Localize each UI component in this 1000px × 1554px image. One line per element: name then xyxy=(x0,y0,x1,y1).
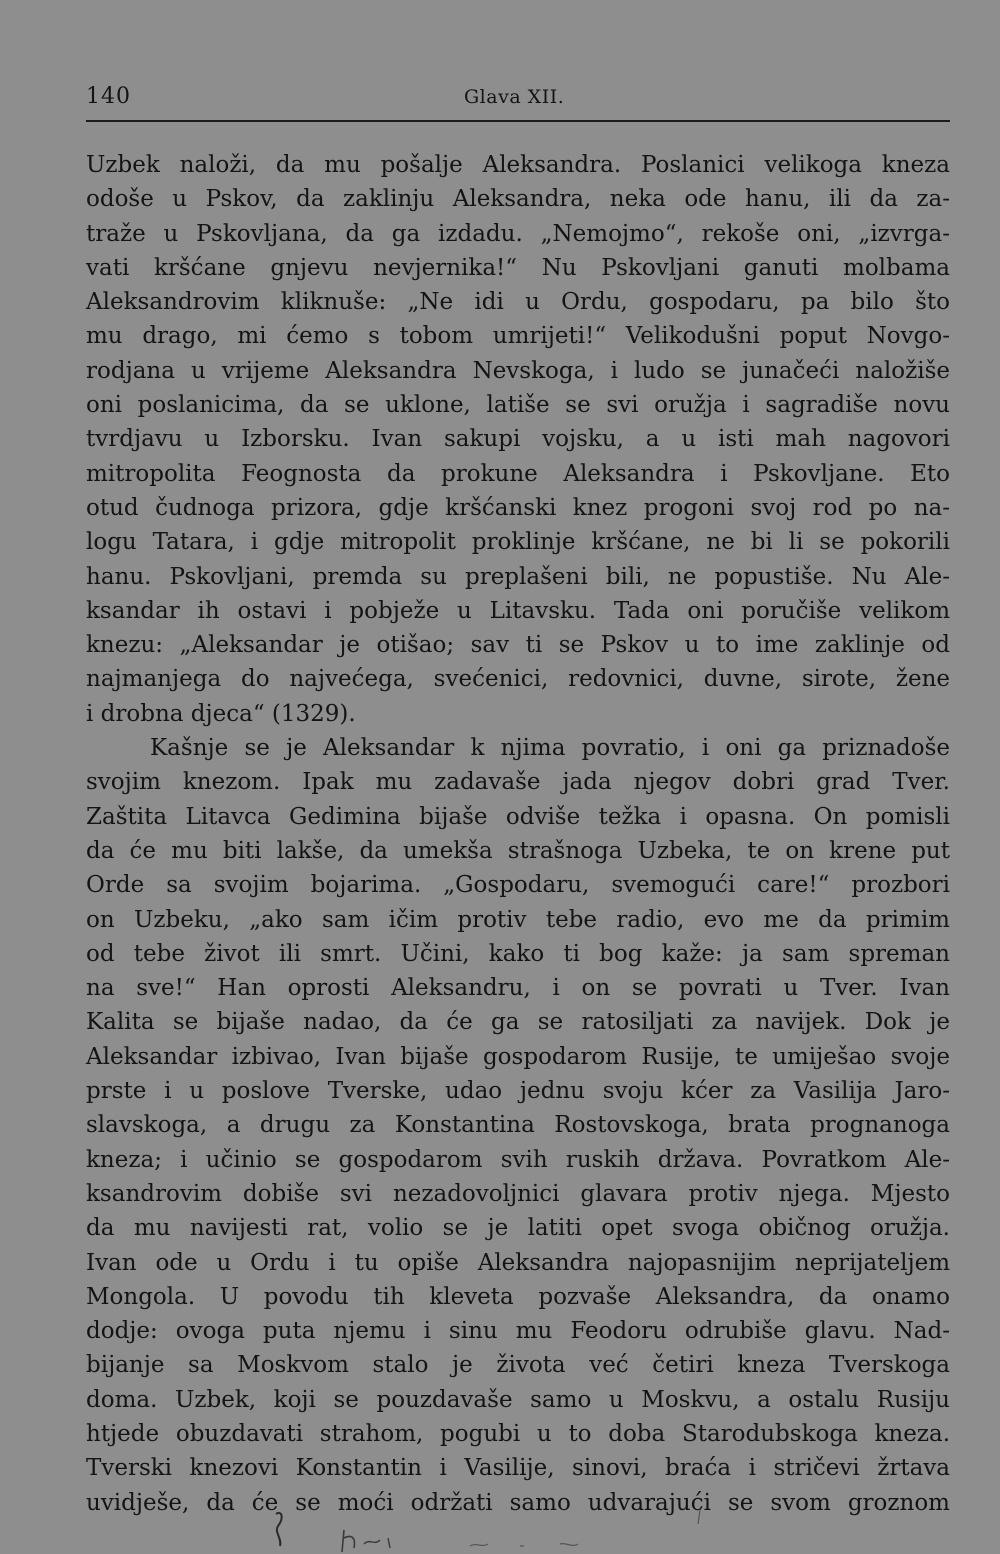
text-line: najmanjega do najvećega, svećenici, redovnici, duvne, sirote, žene xyxy=(86,666,950,693)
text-line: Kalita se bijaše nadao, da će ga se ratosiljati za navijek. Dok je xyxy=(86,1009,950,1036)
text-line: hanu. Pskovljani, premda su preplašeni bili, ne popustiše. Nu Ale- xyxy=(86,563,950,590)
text-line: Zaštita Litavca Gedimina bijaše odviše težka i opasna. On pomisli xyxy=(86,803,950,830)
paragraph-start-line: Kašnje se je Aleksandar k njima povratio, i oni ga priznadoše xyxy=(150,735,950,762)
text-line: otud čudnoga prizora, gdje kršćanski knez progoni svoj rod po na- xyxy=(86,494,950,521)
text-line: on Uzbeku, „ako sam ičim protiv tebe radio, evo me da primim xyxy=(86,906,950,933)
text-line: doma. Uzbek, koji se pouzdavaše samo u Moskvu, a ostalu Rusiju xyxy=(86,1386,950,1413)
text-line: kneza; i učinio se gospodarom svih ruskih država. Povratkom Ale- xyxy=(86,1146,950,1173)
text-line: htjede obuzdavati strahom, pogubi u to doba Starodubskoga kneza. xyxy=(86,1420,950,1447)
text-line: da mu navijesti rat, volio se je latiti opet svoga običnog oružja. xyxy=(86,1215,950,1242)
text-line: svojim knezom. Ipak mu zadavaše jada njegov dobri grad Tver. xyxy=(86,769,950,796)
paragraph-end-line: i drobna djeca“ (1329). xyxy=(86,700,356,727)
text-line: od tebe život ili smrt. Učini, kako ti bog kaže: ja sam spreman xyxy=(86,940,950,967)
text-line: na sve!“ Han oprosti Aleksandru, i on se povrati u Tver. Ivan xyxy=(86,975,950,1002)
text-line: Aleksandrovim kliknuše: „Ne idi u Ordu, gospodaru, pa bilo što xyxy=(86,289,950,316)
text-line: prste i u poslove Tverske, udao jednu svoju kćer za Vasilija Jaro- xyxy=(86,1078,950,1105)
text-line: Uzbek naloži, da mu pošalje Aleksandra. Poslanici velikoga kneza xyxy=(86,152,950,178)
body-text xyxy=(86,148,950,1520)
text-line: slavskoga, a drugu za Konstantina Rostovskoga, brata prognanoga xyxy=(86,1112,950,1139)
text-line: Mongola. U povodu tih kleveta pozvaše Aleksandra, da onamo xyxy=(86,1283,950,1310)
text-line: ksandrovim dobiše svi nezadovoljnici glavara protiv njega. Mjesto xyxy=(86,1180,950,1207)
text-line: uvidješe, da će se moći održati samo udvarajući se svom groznom xyxy=(86,1489,950,1516)
text-line: bijanje sa Moskvom stalo je života već četiri kneza Tverskoga xyxy=(86,1352,950,1379)
text-line: Aleksandar izbivao, Ivan bijaše gospodarom Rusije, te umiješao svoje xyxy=(86,1043,950,1070)
text-line: Orde sa svojim bojarima. „Gospodaru, svemogući care!“ prozbori xyxy=(86,872,950,899)
text-line: traže u Pskovljana, da ga izdadu. „Nemojmo“, rekoše oni, „izvrga- xyxy=(86,220,950,247)
text-line: odoše u Pskov, da zaklinju Aleksandra, neka ode hanu, ili da za- xyxy=(86,186,950,213)
text-line: mu drago, mi ćemo s tobom umrijeti!“ Velikodušni poput Novgo- xyxy=(86,323,950,350)
text-line: dodje: ovoga puta njemu i sinu mu Feodoru odrubiše glavu. Nad- xyxy=(86,1318,950,1345)
text-line: ksandar ih ostavi i pobježe u Litavsku. Tada oni poručiše velikom xyxy=(86,597,950,624)
text-line: Tverski knezovi Konstantin i Vasilije, sinovi, braća i stričevi žrtava xyxy=(86,1455,950,1482)
text-line: Ivan ode u Ordu i tu opiše Aleksandra najopasnijim neprijateljem xyxy=(86,1249,950,1276)
header-rule xyxy=(86,120,950,122)
text-line: rodjana u vrijeme Aleksandra Nevskoga, i ludo se junačeći naložiše xyxy=(86,357,950,384)
page-header xyxy=(86,84,950,118)
text-line: mitropolita Feognosta da prokune Aleksandra i Pskovljane. Eto xyxy=(86,460,950,487)
text-line: vati kršćane gnjevu nevjernika!“ Nu Pskovljani ganuti molbama xyxy=(86,254,950,281)
running-head: Glava XII. xyxy=(464,86,565,108)
text-line: tvrdjavu u Izborsku. Ivan sakupi vojsku, a u isti mah nagovori xyxy=(86,426,950,453)
page-number: 140 xyxy=(86,84,131,109)
text-line: oni poslanicima, da se uklone, latiše se svi oružja i sagradiše novu xyxy=(86,392,950,419)
text-line: knezu: „Aleksandar je otišao; sav ti se Pskov u to ime zaklinje od xyxy=(86,632,950,659)
text-line: logu Tatara, i gdje mitropolit proklinje kršćane, ne bi li se pokorili xyxy=(86,529,950,556)
text-line: da će mu biti lakše, da umekša strašnoga Uzbeka, te on krene put xyxy=(86,837,950,864)
handwritten-scribble xyxy=(260,1508,720,1554)
